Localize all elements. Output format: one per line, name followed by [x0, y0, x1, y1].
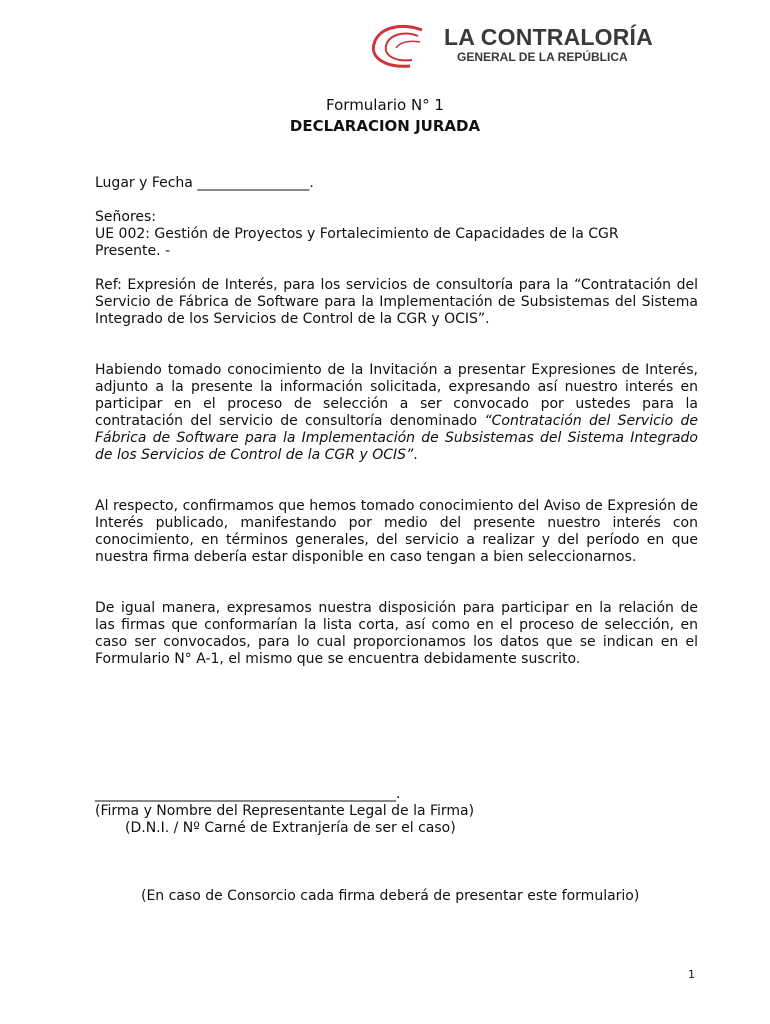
paragraph-1-end: . — [413, 447, 418, 463]
id-label: (D.N.I. / Nº Carné de Extranjería de ser el caso) — [125, 820, 456, 836]
signature-label: (Firma y Nombre del Representante Legal de la Firma) — [95, 803, 475, 819]
paragraph-3: De igual manera, expresamos nuestra disposición para participar en la relación de las firmas que conformarían la lista corta, así como en el proceso de selección, en caso ser convocados, para lo cual proporcionamos los datos que se indican en el Formulario N° A-1, el mismo que se encuentra debidamente suscrito. — [95, 600, 698, 667]
presente-line: Presente. - — [95, 243, 171, 259]
contraloria-swirl-icon — [360, 20, 440, 74]
addressee-unit: UE 002: Gestión de Proyectos y Fortalecimiento de Capacidades de la CGR — [95, 226, 619, 242]
logo-title: LA CONTRALORÍA — [444, 24, 653, 50]
form-number: Formulario N° 1 — [326, 96, 444, 114]
logo-subtitle: GENERAL DE LA REPÚBLICA — [457, 50, 628, 64]
paragraph-1-text: Habiendo tomado conocimiento de la Invitación a presentar Expresiones de Interés, adjunto a la presente la información solicitada, expresando así nuestro interés en participar en el proceso de selección a ser convocado por ustedes para la contratación del servicio de consultoría denominado — [95, 362, 698, 429]
paragraph-1 — [95, 362, 698, 464]
signature-block — [95, 786, 698, 837]
contraloria-logo — [360, 20, 652, 74]
salutation: Señores: — [95, 209, 157, 225]
consortium-note: (En caso de Consorcio cada firma deberá de presentar este formulario) — [141, 888, 640, 904]
paragraph-2: Al respecto, confirmamos que hemos tomado conocimiento del Aviso de Expresión de Interés publicado, manifestando por medio del presente nuestro interés con conocimiento, en términos generales, del servicio a realizar y del período en que nuestra firma debería estar disponible en caso tengan a bien seleccionarnos. — [95, 498, 698, 565]
reference-paragraph: Ref: Expresión de Interés, para los servicios de consultoría para la “Contratación del Servicio de Fábrica de Software para la Implementación de Subsistemas del Sistema Integrado de los Servicios de Control de la CGR y OCIS”. — [95, 277, 698, 327]
addressee-block — [95, 209, 698, 260]
place-date-line: Lugar y Fecha ________________. — [95, 175, 314, 191]
paragraph-1-service-name: “Contratación del Servicio de Fábrica de Software para la Implementación de Subsistemas del Sistema Integrado de los Servicios de Control de la CGR y OCIS” — [95, 413, 698, 463]
signature-line: ___________________________________________. — [95, 786, 401, 802]
page-number: 1 — [688, 968, 695, 981]
document-title: DECLARACION JURADA — [289, 117, 481, 135]
